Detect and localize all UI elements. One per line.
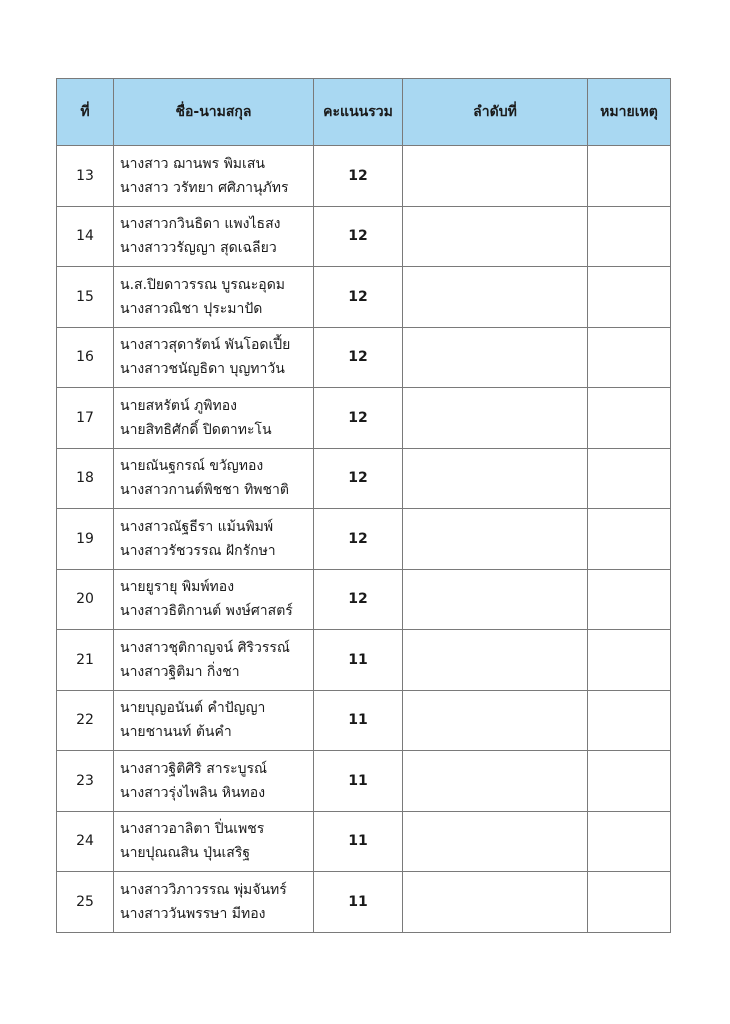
row-number: 17 <box>57 388 114 449</box>
row-score: 11 <box>314 811 403 872</box>
row-number: 19 <box>57 509 114 570</box>
row-note <box>588 448 671 509</box>
row-names <box>114 751 314 812</box>
row-names <box>114 327 314 388</box>
table-row <box>57 569 671 630</box>
table-row <box>57 509 671 570</box>
row-names <box>114 146 314 207</box>
row-score: 12 <box>314 388 403 449</box>
row-score: 12 <box>314 206 403 267</box>
row-names <box>114 569 314 630</box>
row-number: 15 <box>57 267 114 328</box>
name-line-2: นางสาววรัญญา สุดเฉลียว <box>120 240 277 257</box>
row-rank <box>403 569 588 630</box>
row-note <box>588 751 671 812</box>
row-rank <box>403 448 588 509</box>
name-line-2: นางสาวชนัญธิดา บุญทาวัน <box>120 361 285 378</box>
name-line-1: นางสาวกวินธิดา แพงไธสง <box>120 216 281 233</box>
row-score: 12 <box>314 448 403 509</box>
row-number: 16 <box>57 327 114 388</box>
row-names <box>114 872 314 933</box>
row-note <box>588 509 671 570</box>
name-line-2: นางสาวณิชา ปุระมาปัด <box>120 300 263 317</box>
header-no: ที่ <box>57 79 114 146</box>
row-names <box>114 509 314 570</box>
row-rank <box>403 811 588 872</box>
table-row <box>57 811 671 872</box>
row-note <box>588 146 671 207</box>
row-note <box>588 388 671 449</box>
row-rank <box>403 327 588 388</box>
row-number: 23 <box>57 751 114 812</box>
table-row <box>57 206 671 267</box>
table-row <box>57 448 671 509</box>
row-rank <box>403 872 588 933</box>
name-line-1: นางสาวสุดารัตน์ พันโอดเปี้ย <box>120 337 291 354</box>
row-rank <box>403 509 588 570</box>
row-score: 11 <box>314 690 403 751</box>
table-row <box>57 690 671 751</box>
table-header <box>57 79 671 146</box>
row-rank <box>403 630 588 691</box>
row-number: 20 <box>57 569 114 630</box>
table-body <box>57 146 671 933</box>
row-number: 22 <box>57 690 114 751</box>
name-line-2: นางสาวรัชวรรณ ฝักรักษา <box>120 542 276 559</box>
row-note <box>588 327 671 388</box>
row-score: 12 <box>314 509 403 570</box>
header-note: หมายเหตุ <box>588 79 671 146</box>
name-line-2: นางสาวฐิติมา กิ่งชา <box>120 663 240 680</box>
table-row <box>57 872 671 933</box>
row-names <box>114 267 314 328</box>
name-line-2: นางสาวธิติกานต์ พงษ์ศาสตร์ <box>120 603 293 620</box>
row-rank <box>403 751 588 812</box>
row-note <box>588 630 671 691</box>
name-line-1: นางสาวอาลิตา ปิ่นเพชร <box>120 821 265 838</box>
name-line-1: น.ส.ปิยดาวรรณ บูรณะอุดม <box>120 276 286 293</box>
name-line-2: นายปุณณสิน ปุ่นเสริฐ <box>120 845 251 862</box>
row-rank <box>403 146 588 207</box>
row-note <box>588 872 671 933</box>
row-score: 12 <box>314 327 403 388</box>
row-number: 18 <box>57 448 114 509</box>
row-score: 11 <box>314 630 403 691</box>
table-row <box>57 327 671 388</box>
table-row <box>57 751 671 812</box>
name-line-2: นายชานนท์ ต้นคำ <box>120 724 232 741</box>
row-score: 11 <box>314 751 403 812</box>
row-names <box>114 811 314 872</box>
row-rank <box>403 206 588 267</box>
header-rank: ลำดับที่ <box>403 79 588 146</box>
header-name: ชื่อ-นามสกุล <box>114 79 314 146</box>
row-number: 21 <box>57 630 114 691</box>
name-line-1: นางสาววิภาวรรณ พุ่มจันทร์ <box>120 881 287 898</box>
row-names <box>114 448 314 509</box>
name-line-1: นางสาวชุติกาญจน์ ศิริวรรณ์ <box>120 639 290 656</box>
name-line-2: นายสิทธิศักดิ์ ปิดตาทะโน <box>120 421 272 438</box>
row-names <box>114 630 314 691</box>
row-note <box>588 267 671 328</box>
row-names <box>114 690 314 751</box>
row-rank <box>403 388 588 449</box>
table-row <box>57 388 671 449</box>
row-note <box>588 206 671 267</box>
row-rank <box>403 267 588 328</box>
table-row <box>57 267 671 328</box>
name-line-1: นางสาวณัฐธีรา แม้นพิมพ์ <box>120 518 274 535</box>
name-line-2: นางสาว วรัทยา ศศิภานุภัทร <box>120 179 289 196</box>
row-number: 14 <box>57 206 114 267</box>
name-line-2: นางสาวรุ่งไพลิน หินทอง <box>120 784 266 801</box>
row-score: 12 <box>314 569 403 630</box>
row-note <box>588 569 671 630</box>
name-line-1: นายยูรายุ พิมพ์ทอง <box>120 579 235 596</box>
results-table <box>56 78 671 933</box>
header-row <box>57 79 671 146</box>
table-row <box>57 630 671 691</box>
name-line-1: นางสาวฐิติศิริ สาระบูรณ์ <box>120 760 268 777</box>
row-note <box>588 690 671 751</box>
row-note <box>588 811 671 872</box>
name-line-1: นายบุญอนันต์ คำปัญญา <box>120 700 266 717</box>
table-row <box>57 146 671 207</box>
row-number: 25 <box>57 872 114 933</box>
name-line-1: นางสาว ฌานพร พิมเสน <box>120 155 265 172</box>
name-line-1: นายณันฐกรณ์ ขวัญทอง <box>120 458 264 475</box>
row-score: 11 <box>314 872 403 933</box>
row-names <box>114 388 314 449</box>
row-names <box>114 206 314 267</box>
row-number: 13 <box>57 146 114 207</box>
header-score: คะแนนรวม <box>314 79 403 146</box>
name-line-2: นางสาวกานต์พิชชา ทิพชาติ <box>120 482 289 499</box>
row-rank <box>403 690 588 751</box>
row-score: 12 <box>314 146 403 207</box>
row-score: 12 <box>314 267 403 328</box>
row-number: 24 <box>57 811 114 872</box>
name-line-1: นายสหรัตน์ ภูพิทอง <box>120 397 237 414</box>
name-line-2: นางสาววันพรรษา มีทอง <box>120 905 266 922</box>
